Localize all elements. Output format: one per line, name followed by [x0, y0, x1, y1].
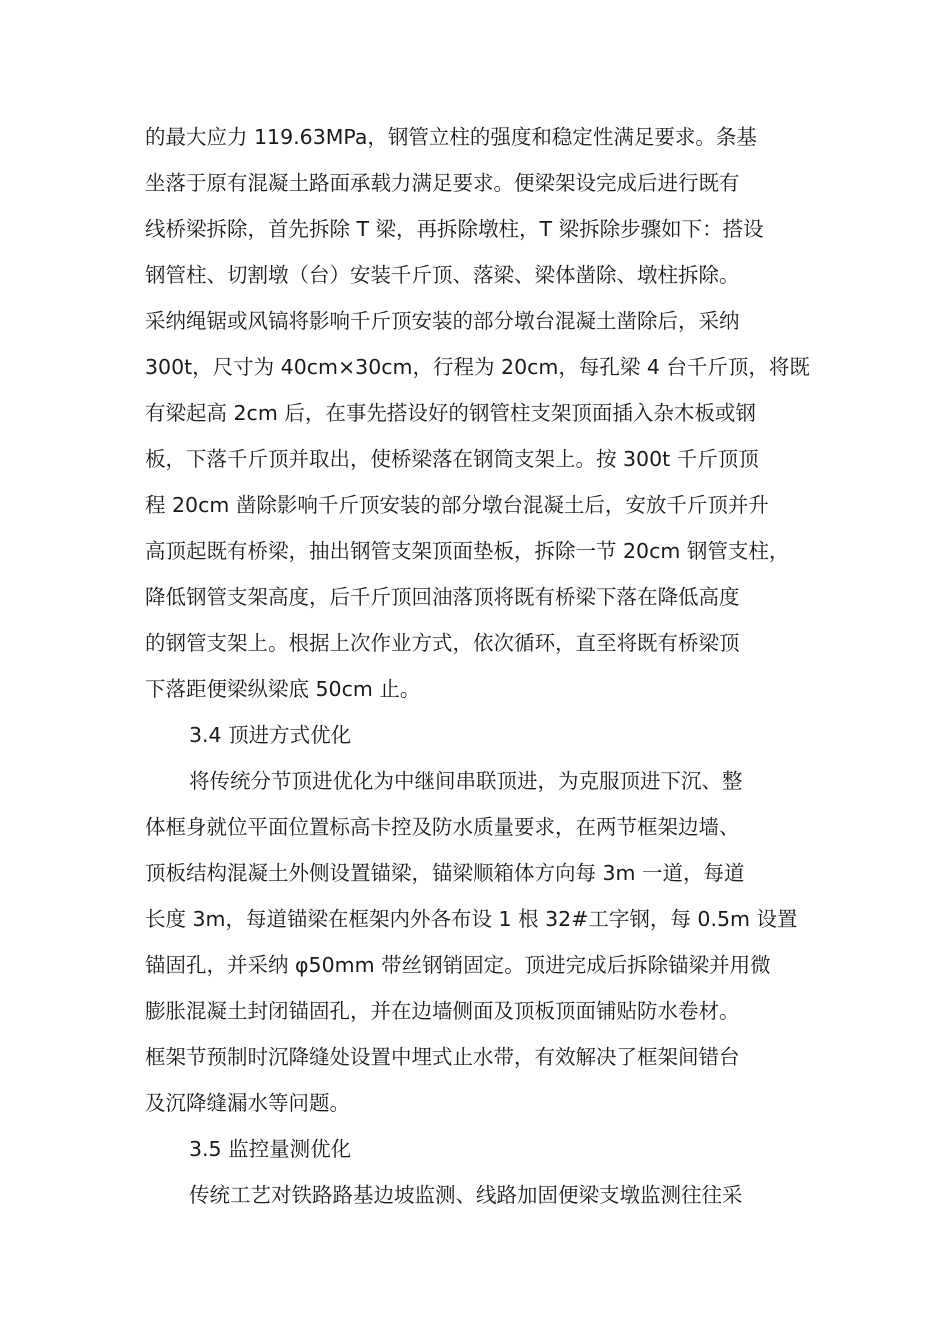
text-line: 3.5 监控量测优化	[189, 1137, 352, 1161]
text-line: 高顶起既有桥梁，抽出钢管支架顶面垫板，拆除一节 20cm 钢管支柱，	[145, 539, 790, 563]
text-line: 体框身就位平面位置标高卡控及防水质量要求，在两节框架边墙、	[145, 815, 740, 839]
text-line: 板，下落千斤顶并取出，使桥梁落在钢筒支架上。按 300t 千斤顶顶	[145, 447, 759, 471]
text-line: 钢管柱、切割墩（台）安装千斤顶、落梁、梁体凿除、墩柱拆除。	[145, 263, 740, 287]
text-line: 将传统分节顶进优化为中继间串联顶进，为克服顶进下沉、整	[189, 769, 743, 793]
text-line: 线桥梁拆除，首先拆除 T 梁，再拆除墩柱，T 梁拆除步骤如下：搭设	[145, 217, 764, 241]
text-line: 采纳绳锯或风镐将影响千斤顶安装的部分墩台混凝土凿除后，采纳	[145, 309, 740, 333]
text-line: 程 20cm 凿除影响千斤顶安装的部分墩台混凝土后，安放千斤顶并升	[145, 493, 769, 517]
text-line: 300t，尺寸为 40cm×30cm，行程为 20cm，每孔梁 4 台千斤顶，将既	[145, 355, 810, 379]
text-line: 降低钢管支架高度，后千斤顶回油落顶将既有桥梁下落在降低高度	[145, 585, 740, 609]
body-text	[145, 114, 825, 1218]
text-line: 及沉降缝漏水等问题。	[145, 1091, 350, 1115]
text-line: 坐落于原有混凝土路面承载力满足要求。便梁架设完成后进行既有	[145, 171, 740, 195]
text-line: 3.4 顶进方式优化	[189, 723, 352, 747]
text-line: 锚固孔，并采纳 φ50mm 带丝钢销固定。顶进完成后拆除锚梁并用微	[145, 953, 771, 977]
text-line: 顶板结构混凝土外侧设置锚梁，锚梁顺箱体方向每 3m 一道，每道	[145, 861, 745, 885]
text-line: 有梁起高 2cm 后，在事先搭设好的钢管柱支架顶面插入杂木板或钢	[145, 401, 756, 425]
text-line: 的钢管支架上。根据上次作业方式，依次循环，直至将既有桥梁顶	[145, 631, 740, 655]
text-line: 长度 3m，每道锚梁在框架内外各布设 1 根 32#工字钢，每 0.5m 设置	[145, 907, 798, 931]
text-line: 传统工艺对铁路路基边坡监测、线路加固便梁支墩监测往往采	[189, 1183, 743, 1207]
text-line: 下落距便梁纵梁底 50cm 止。	[145, 677, 421, 701]
text-line: 的最大应力 119.63MPa，钢管立柱的强度和稳定性满足要求。条基	[145, 125, 757, 149]
text-line: 膨胀混凝土封闭锚固孔，并在边墙侧面及顶板顶面铺贴防水卷材。	[145, 999, 740, 1023]
text-line: 框架节预制时沉降缝处设置中埋式止水带，有效解决了框架间错台	[145, 1045, 740, 1069]
